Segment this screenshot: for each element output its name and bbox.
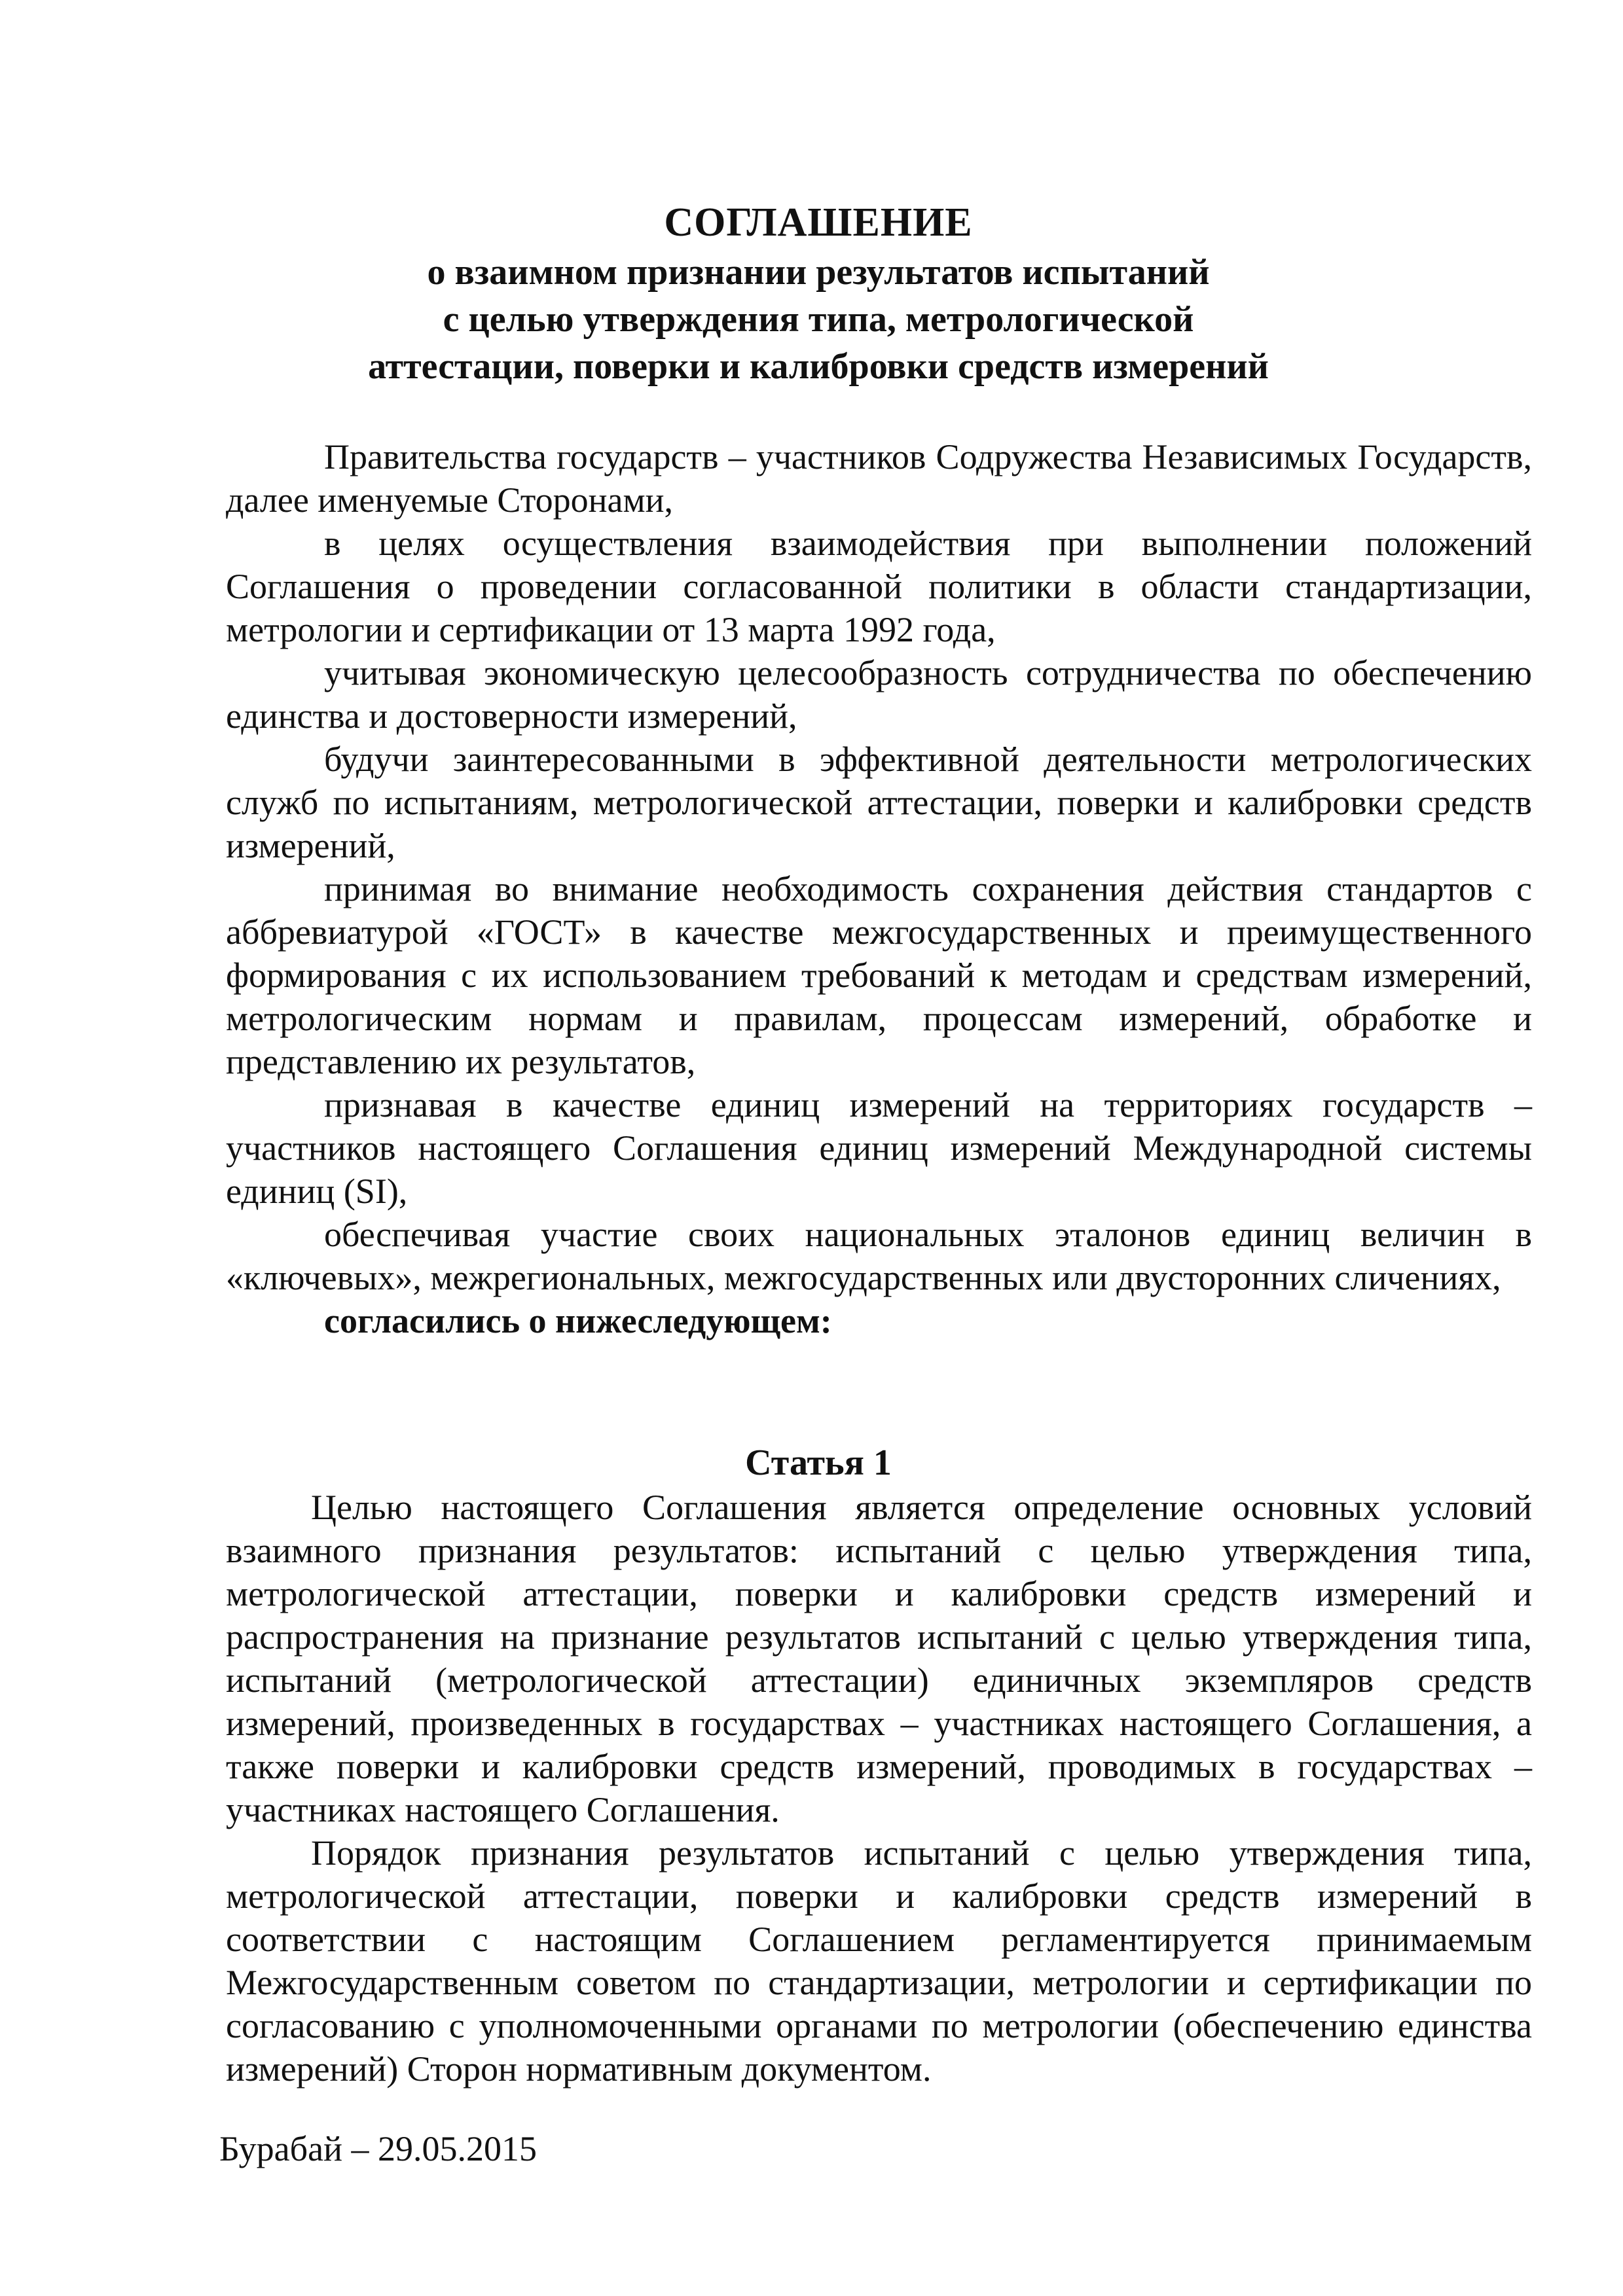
article-1-heading: Статья 1 [745, 1443, 892, 1483]
preamble-paragraph: в целях осуществления взаимодействия при выполнении положений Соглашения о проведении согласованной политики в области стандартизации, метрологии и сертификации от 13 марта 1992 года, [226, 524, 1532, 649]
article-1-paragraph: Целью настоящего Соглашения является определение основных условий взаимного признания результатов: испытаний с целью утверждения типа, метрологической аттестации, поверки и калибровки средств измерений и распространения на признание результатов испытаний с целью утверждения типа, испытаний (метрологической аттестации) единичных экземпляров средств измерений, произведенных в государствах – участниках настоящего Соглашения, а также поверки и калибровки средств измерений, проводимых в государствах – участниках настоящего Соглашения. [226, 1488, 1532, 1829]
article-1-paragraph: Порядок признания результатов испытаний с целью утверждения типа, метрологической аттестации, поверки и калибровки средств измерений в соответствии с настоящим Соглашением регламентируется принимаемым Межгосударственным советом по стандартизации, метрологии и сертификации по согласованию с уполномоченными органами по метрологии (обеспечению единства измерений) Сторон нормативным документом. [226, 1833, 1532, 2089]
preamble-paragraph: обеспечивая участие своих национальных эталонов единиц величин в «ключевых», межрегиональных, межгосударственных или двусторонних сличениях, [226, 1215, 1532, 1297]
preamble-paragraph: Правительства государств – участников Содружества Независимых Государств, далее именуемые Сторонами, [226, 437, 1532, 520]
document-title: СОГЛАШЕНИЕ [664, 200, 973, 245]
preamble-paragraph: признавая в качестве единиц измерений на территориях государств – участников настоящего Соглашения единиц измерений Международной системы единиц (SI), [226, 1085, 1532, 1211]
title-line-3: аттестации, поверки и калибровки средств измерений [368, 346, 1269, 387]
article-1-body [226, 1486, 1532, 2090]
preamble-paragraph: принимая во внимание необходимость сохранения действия стандартов с аббревиатурой «ГОСТ» в качестве межгосударственных и преимущественного формирования с их использованием требований к методам и средствам измерений, метрологическим нормам и правилам, процессам измерений, обработке и представлению их результатов, [226, 869, 1532, 1081]
closing-phrase: согласились о нижеследующем: [324, 1301, 832, 1340]
footer-place-date: Бурабай – 29.05.2015 [219, 2129, 537, 2168]
title-line-2: с целью утверждения типа, метрологической [443, 299, 1194, 340]
title-line-1: о взаимном признании результатов испытаний [427, 252, 1210, 293]
preamble-paragraph: будучи заинтересованными в эффективной деятельности метрологических служб по испытаниям, метрологической аттестации, поверки и калибровки средств измерений, [226, 740, 1532, 865]
preamble-paragraph: учитывая экономическую целесообразность сотрудничества по обеспечению единства и достоверности измерений, [226, 653, 1532, 736]
title-block [196, 196, 1440, 390]
preamble [226, 435, 1532, 1342]
